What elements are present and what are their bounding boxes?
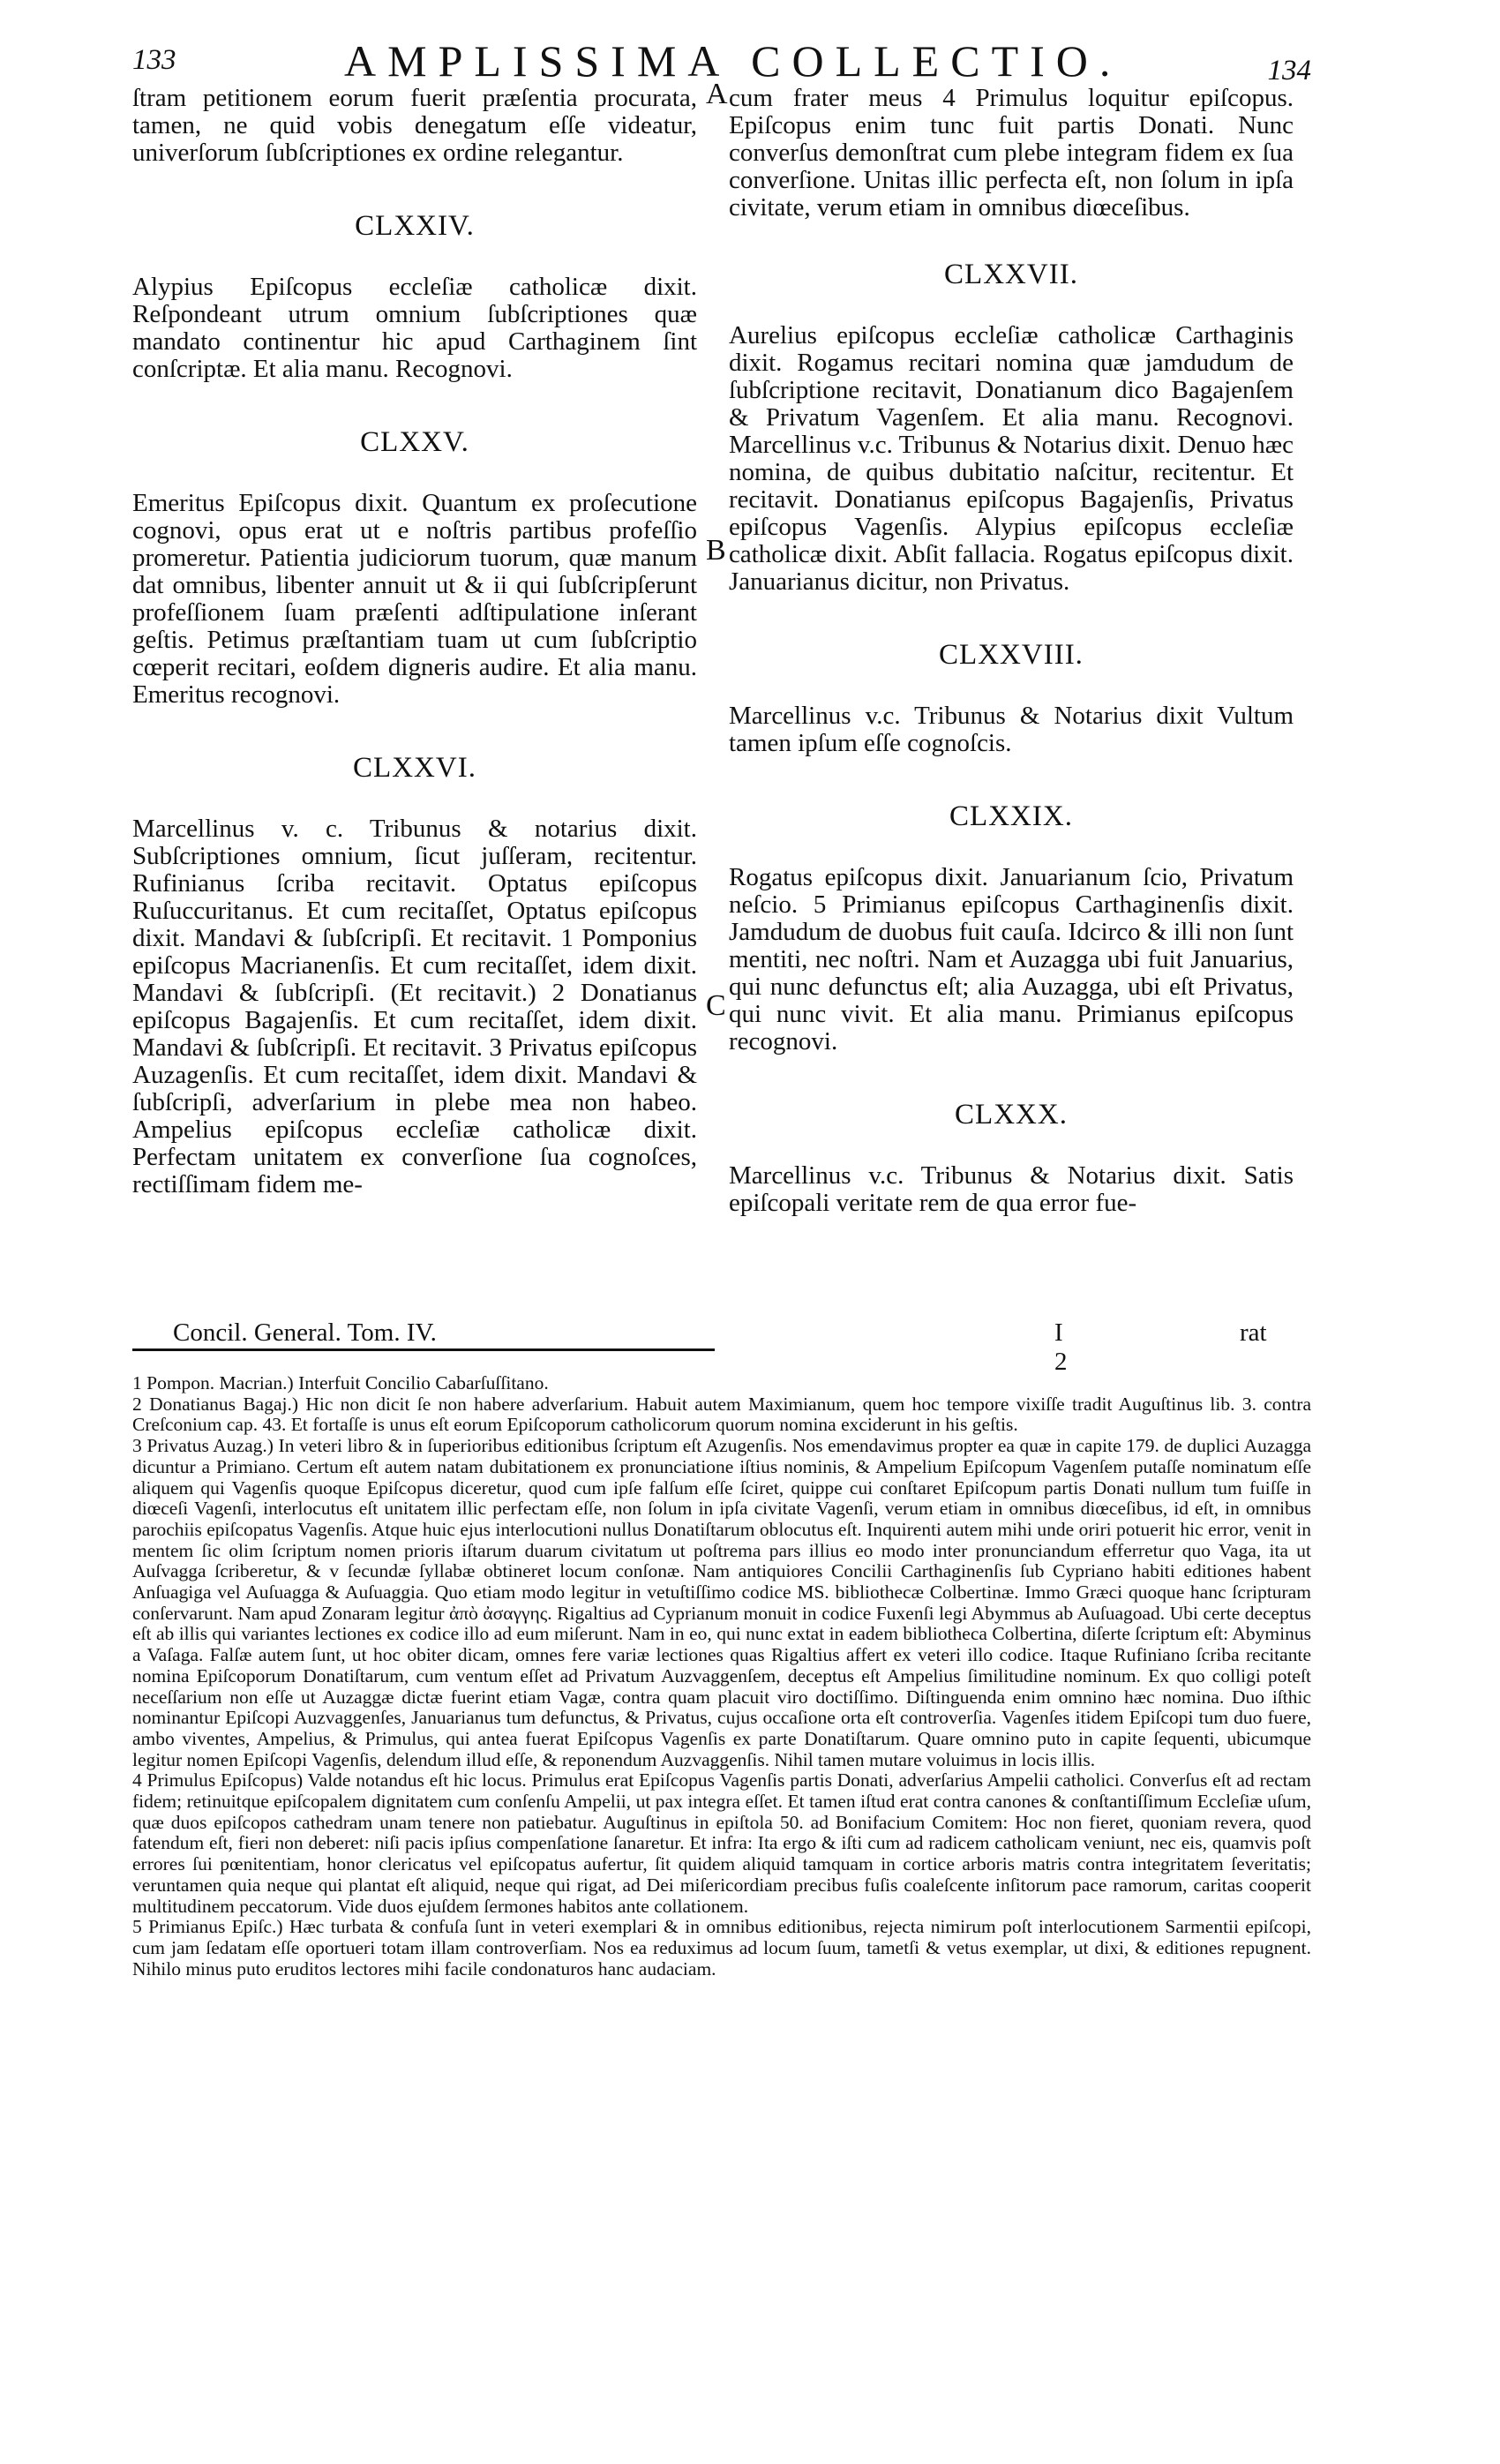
section-heading: CLXXVIII. xyxy=(939,639,1084,671)
section-heading: CLXXIV. xyxy=(355,210,475,242)
running-header xyxy=(132,32,1311,85)
right-column xyxy=(729,85,1294,1228)
paragraph: Alypius Epiſcopus eccleſiæ catholicæ dixit. Reſpondeant utrum omnium ſubſcriptiones quæ mandato continentur hic apud Carthaginem ſint conſcriptæ. Et alia manu. Recognovi. xyxy=(132,273,697,383)
paragraph: Emeritus Epiſcopus dixit. Quantum ex proſecutione cognovi, opus erat ut e noſtris partibus profeſſio promeretur. Patientia judiciorum tuorum, quæ manum dat omnibus, libenter annuit ut & ii qui ſubſcripſerunt profeſſionem ſuam præſenti adſtipulatione inſerant geſtis. Petimus præſtantiam tuam ut cum ſubſcriptio cœperit recitari, eoſdem digneris audire. Et alia manu. Emeritus recognovi. xyxy=(132,489,697,709)
paragraph: ſtram petitionem eorum fuerit præſentia procurata, tamen, ne quid vobis denegatum eſſe videatur, univerſorum ſubſcriptiones ex ordine relegantur. xyxy=(132,84,697,167)
footnote: 5 Primianus Epiſc.) Hæc turbata & confuſa ſunt in veteri exemplari & in omnibus editionibus, rejecta nimirum poſt interlocutionem Sarmentii epiſcopi, cum jam ſedatam eſſe oportueri totam illam controverſiam. Nos ea reduximus ad locum ſuum, tametſi & vetus exemplar, ut dixi, & editiones repugnent. Nihilo minus puto eruditos lectores mihi facile condonaturos hanc audaciam. xyxy=(132,1916,1311,1979)
margin-letter-a: A xyxy=(706,78,728,110)
page-number-right: 134 xyxy=(1267,55,1311,86)
margin-letter-b: B xyxy=(706,534,726,567)
footnotes xyxy=(132,1373,1311,1979)
paragraph: Rogatus epiſcopus dixit. Januarianum ſcio, Privatum neſcio. 5 Primianus epiſcopus Carthaginenſis dixit. Jamdudum de duobus fuit cauſa. Idcirco & illi non ſunt mentiti, nec noſtri. Nam et Auzagga ubi fuit Januarius, qui nunc defunctus eſt; alia Auzagga, ubi eſt Privatus, qui nunc vivit. Et alia manu. Primianus epiſcopus recognovi. xyxy=(729,863,1294,1055)
footnote: 4 Primulus Epiſcopus) Valde notandus eſt hic locus. Primulus erat Epiſcopus Vagenſis partis Donati, adverſarius Ampelii catholici. Converſus eſt ad rectam fidem; retinuitque epiſcopalem dignitatem cum conſenſu Ampelii, ut pax integra eſſet. Et tamen iſtud erat contra canones & conſtantiſſimum Eccleſiæ uſum, quæ duos epiſcopos cathedram unam tenere non patiebatur. Auguſtinus in epiſtola 50. ad Bonifacium Comitem: Hoc non fieret, quoniam revera, quod fatendum eſt, fieri non deberet: niſi pacis ipſius compenſatione ſanaretur. Et infra: Ita ergo & iſti cum ad radicem catholicam veniunt, nec eis, quamvis poſt errores ſui pœnitentiam, honor clericatus vel epiſcopatus aufertur, ſit quidem aliquid tamquam in cortice arboris matris contra integritatem ſeveritatis; veruntamen quia neque qui plantat eſt aliquid, neque qui rigat, ad Dei miſericordiam precibus fuſis coaleſcente inſitorum pace ramorum, caritas cooperit multitudinem peccatorum. Vide duos ejuſdem ſermones habitos ante collationem. xyxy=(132,1769,1311,1917)
paragraph: Marcellinus v. c. Tribunus & notarius dixit. Subſcriptiones omnium, ſicut juſſeram, recitentur. Rufinianus ſcriba recitavit. Optatus epiſcopus Ruſuccuritanus. Et cum recitaſſet, Optatus epiſcopus dixit. Mandavi & ſubſcripſi. Et recitavit. 1 Pomponius epiſcopus Macrianenſis. Et cum recitaſſet, idem dixit. Mandavi & ſubſcripſi. (Et recitavit.) 2 Donatianus epiſcopus Bagajenſis. Et cum recitaſſet, idem dixit. Mandavi & ſubſcripſi. Et recitavit. 3 Privatus epiſcopus Auzagenſis. Et cum recitaſſet, idem dixit. Mandavi & ſubſcripſi, adverſarium in plebe mea non habeo. Ampelius epiſcopus eccleſiæ catholicæ dixit. Perfectam unitatem ex converſione ſua cognoſces, rectiſſimam fidem me- xyxy=(132,815,697,1198)
section-heading: CLXXX. xyxy=(955,1099,1068,1131)
left-column xyxy=(132,85,697,1209)
margin-letter-c: C xyxy=(706,989,726,1022)
paragraph: Aurelius epiſcopus eccleſiæ catholicæ Carthaginis dixit. Rogamus recitari nomina quæ jamdudum de ſubſcriptione recitavit, Donatianum dico Bagajenſem & Privatum Vagenſem. Et alia manu. Recognovi. Marcellinus v.c. Tribunus & Notarius dixit. Denuo hæc nomina, de quibus dubitatio naſcitur, recitentur. Et recitavit. Donatianus epiſcopus Bagajenſis, Privatus epiſcopus Vagenſis. Alypius epiſcopus eccleſiæ catholicæ dixit. Abſit fallacia. Rogatus epiſcopus dixit. Januarianus dicitur, non Privatus. xyxy=(729,321,1294,596)
catchword: rat xyxy=(1240,1318,1267,1347)
footnote: 1 Pompon. Macrian.) Interfuit Concilio Cabarſuſſitano. xyxy=(132,1372,549,1394)
paragraph: Marcellinus v.c. Tribunus & Notarius dixit. Satis epiſcopali veritate rem de qua error fue- xyxy=(729,1161,1294,1217)
page-number-left: 133 xyxy=(132,44,176,76)
signature-mark: I 2 xyxy=(1054,1318,1068,1376)
section-heading: CLXXVII. xyxy=(944,259,1078,290)
running-title: AMPLISSIMA COLLECTIO. xyxy=(344,36,1122,86)
footnote: 2 Donatianus Bagaj.) Hic non dicit ſe non habere adverſarium. Habuit autem Maximianum, quem hoc tempore vixiſſe tradit Auguſtinus lib. 3. contra Creſconium cap. 43. Et fortaſſe is unus eſt eorum Epiſcoporum catholicorum quorum nomina exciderunt in his geſtis. xyxy=(132,1393,1311,1436)
paragraph: cum frater meus 4 Primulus loquitur epiſcopus. Epiſcopus enim tunc fuit partis Donati. Nunc converſus demonſtrat cum plebe integram fidem ex ſua converſione. Unitas illic perfecta eſt, non ſolum in ipſa civitate, verum etiam in omnibus diœceſibus. xyxy=(729,84,1294,222)
footnote-rule xyxy=(132,1348,715,1351)
paragraph: Marcellinus v.c. Tribunus & Notarius dixit Vultum tamen ipſum eſſe cognoſcis. xyxy=(729,702,1294,757)
signature-left: Concil. General. Tom. IV. xyxy=(173,1318,437,1347)
section-heading: CLXXV. xyxy=(360,426,469,458)
footnote: 3 Privatus Auzag.) In veteri libro & in ſuperioribus editionibus ſcriptum eſt Azugenſis. Nos emendavimus propter ea quæ in capite 179. de duplici Auzagga dicuntur a Primiano. Certum eſt autem natam dubitationem ex pronunciatione iſtius nominis, & Ampelium Epiſcopum Vagenſem putaſſe nominatum eſſe aliquem qui Vagenſis quoque Epiſcopus diceretur, quod cum ipſe falſum eſſe ſciret, quippe cui conſtaret Epiſcopum partis Donati nullum tum fuiſſe in diœceſi Vagenſi, interlocutus eſt unitatem illic perfectam eſſe, non ſolum in ipſa civitate Vagenſi, verum etiam in omnibus diœceſibus, id eſt, in omnibus parochiis epiſcopatus Vagenſis. Atque huic ejus interlocutioni nullus Donatiſtarum oblocutus eſt. Inquirenti autem mihi unde oriri potuerit hic error, venit in mentem ſic olim ſcriptum nomen prioris iſtarum duarum civitatum ut poſtrema pars illius eo modo inter pronunciandum efferretur quo Vaga, ita ut Auſvagga ſcriberetur, & v ſecundæ ſyllabæ obtineret locum conſonæ. Nam antiquiores Concilii Carthaginenſis ſub Cypriano habiti editiones habent Anſuagiga vel Auſuagga & Auſuaggia. Quo etiam modo legitur in vetuſtiſſimo codice MS. bibliothecæ Colbertinæ. Immo Græci quoque hanc ſcripturam conſervarunt. Nam apud Zonaram legitur ἀπὸ ἀσαγγης. Rigaltius ad Cyprianum monuit in codice Fuxenſi legi Abymmus ab Auſuagoad. Ubi certe deceptus eſt ab illis qui variantes lectiones ex codice illo ad eum miſerunt. Nam in eo, qui nunc extat in eadem bibliotheca Colbertina, diſerte ſcriptum eſt: Abyminus a Vaſaga. Falſæ autem ſunt, ut hoc obiter dicam, omnes fere variæ lectiones quas Rigaltius affert ex veteri illo codice. Itaque Rufiniano ſcriba recitante nomina Epiſcoporum Donatiſtarum, cum ventum eſſet ad Privatum Auzvaggenſem, deceptus eſt Ampelius ſimilitudine nominum. Ex quo colligi poteſt neceſſarium non eſſe ut Auzaggæ dictæ fuerint etiam Vagæ, contra quam placuit viro doctiſſimo. Diſtinguenda enim omnino hæc nomina. Duo iſthic nominantur Epiſcopi Auzvaggenſes, Januarianus tum defunctus, & Privatus, cujus occaſione orta eſt controverſia. Vagenſes itidem Epiſcopi tum duo fuere, ambo viventes, Ampelius, & Primulus, qui antea fuerat Epiſcopus Vagenſis ex parte Donatiſtarum. Quare omnino puto in capite ſequenti, ubicumque legitur nomen Epiſcopi Vagenſis, delendum illud eſſe, & reponendum Auzvaggenſis. Nihil tamen mutare voluimus in locis illis. xyxy=(132,1435,1311,1770)
section-heading: CLXXIX. xyxy=(949,800,1073,832)
section-heading: CLXXVI. xyxy=(353,752,476,784)
